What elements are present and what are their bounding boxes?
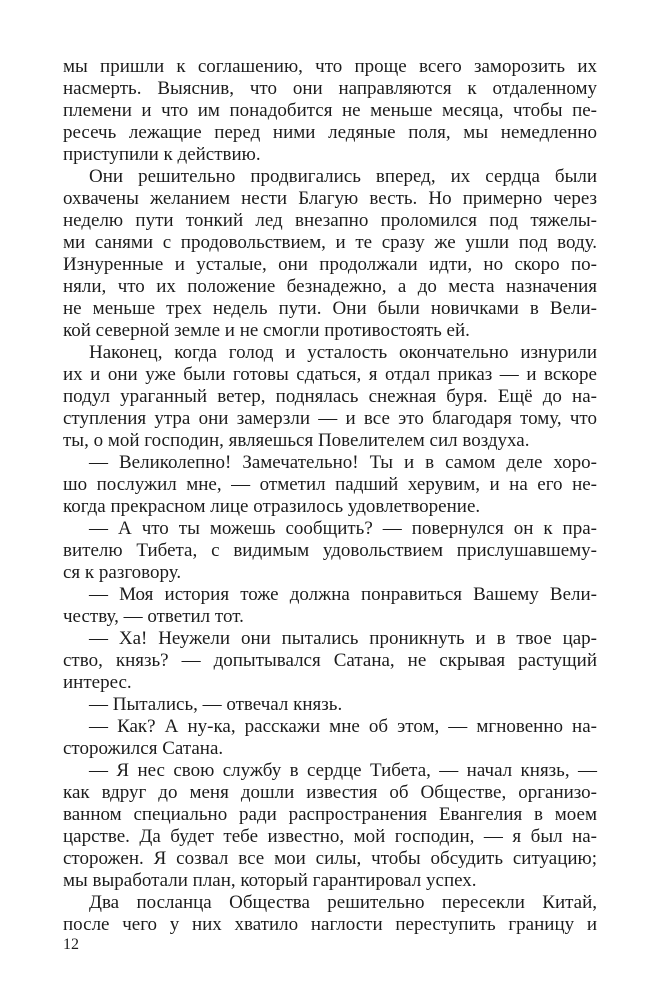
text-line: — Как? А ну-ка, расскажи мне об этом, — мгновенно на-	[89, 716, 597, 737]
text-line: не меньше трех недель пути. Они были новичками в Вели-	[63, 298, 597, 319]
text-line: ванном специально ради распространения Евангелия в моем	[63, 804, 597, 825]
paragraph	[63, 628, 597, 694]
paragraph	[63, 342, 597, 452]
text-line: неделю пути тонкий лед внезапно проломился под тяжелы-	[63, 210, 597, 231]
text-line: — Моя история тоже должна понравиться Вашему Вели-	[89, 584, 597, 605]
text-line: приступили к действию.	[63, 144, 261, 165]
paragraph	[63, 56, 597, 166]
text-line: Изнуренные и усталые, они продолжали идти, но скоро по-	[63, 254, 597, 275]
text-line: честву, — ответил тот.	[63, 606, 244, 627]
text-line: ми санями с продовольствием, и те сразу же ушли под воду.	[63, 232, 597, 253]
text-line: ступления утра они замерзли — и все это благодаря тому, что	[63, 408, 597, 429]
paragraph	[63, 716, 597, 760]
text-line: племени и что им понадобится не меньше месяца, чтобы пе-	[63, 100, 597, 121]
text-line: кой северной земле и не смогли противостоять ей.	[63, 320, 470, 341]
text-line: сторожился Сатана.	[63, 738, 224, 759]
text-line: подул ураганный ветер, поднялась снежная буря. Ещё до на-	[63, 386, 597, 407]
text-line: ство, князь? — допытывался Сатана, не скрывая растущий	[63, 650, 597, 671]
paragraph	[63, 166, 597, 342]
text-line: Два посланца Общества решительно пересекли Китай,	[89, 892, 597, 913]
text-line: когда прекрасном лице отразилось удовлетворение.	[63, 496, 481, 517]
text-line: шо послужил мне, — отметил падший херувим, и на его не-	[63, 474, 597, 495]
text-line: — Пытались, — отвечал князь.	[89, 694, 343, 715]
page-text-block	[63, 56, 597, 936]
paragraph	[63, 518, 597, 584]
text-line: охвачены желанием нести Благую весть. Но примерно через	[63, 188, 597, 209]
paragraph	[63, 760, 597, 892]
text-line: — Великолепно! Замечательно! Ты и в самом деле хоро-	[89, 452, 597, 473]
text-line: сторожен. Я созвал все мои силы, чтобы обсудить ситуацию;	[63, 848, 597, 869]
text-line: Наконец, когда голод и усталость окончательно изнурили	[89, 342, 597, 363]
text-line: няли, что их положение безнадежно, а до места назначения	[63, 276, 597, 297]
paragraph	[63, 892, 597, 936]
paragraph	[63, 452, 597, 518]
text-line: вителю Тибета, с видимым удовольствием прислушавшему-	[63, 540, 597, 561]
text-line: Они решительно продвигались вперед, их сердца были	[89, 166, 597, 187]
text-line: — Ха! Неужели они пытались проникнуть и в твое цар-	[89, 628, 597, 649]
text-line: ся к разговору.	[63, 562, 182, 583]
text-line: как вдруг до меня дошли известия об Обществе, организо-	[63, 782, 597, 803]
text-line: ресечь лежащие перед ними ледяные поля, мы немедленно	[63, 122, 597, 143]
paragraph	[63, 694, 597, 716]
text-line: царстве. Да будет тебе известно, мой господин, — я был на-	[63, 826, 597, 847]
text-line: — А что ты можешь сообщить? — повернулся он к пра-	[89, 518, 597, 539]
text-line: после чего у них хватило наглости переступить границу и	[63, 914, 597, 935]
text-line: их и они уже были готовы сдаться, я отдал приказ — и вскоре	[63, 364, 597, 385]
text-line: ты, о мой господин, являешься Повелителем сил воздуха.	[63, 430, 530, 451]
text-line: — Я нес свою службу в сердце Тибета, — начал князь, —	[89, 760, 597, 781]
text-line: насмерть. Выяснив, что они направляются к отдаленному	[63, 78, 597, 99]
text-line: интерес.	[63, 672, 132, 693]
text-line: мы пришли к соглашению, что проще всего заморозить их	[63, 56, 597, 77]
page-number: 12	[63, 936, 79, 953]
paragraph	[63, 584, 597, 628]
text-line: мы выработали план, который гарантировал успех.	[63, 870, 477, 891]
